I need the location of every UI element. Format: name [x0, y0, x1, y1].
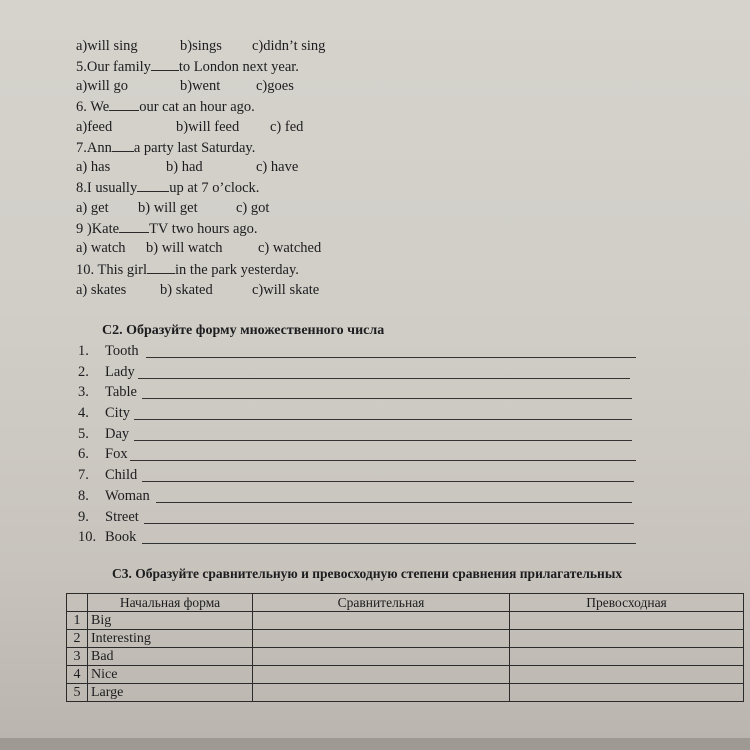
option-c: c)will skate: [252, 282, 320, 298]
row-number: 8.: [78, 488, 89, 504]
base-form-cell: Interesting: [88, 630, 253, 648]
row-number: 1.: [78, 343, 89, 359]
question-6: [76, 98, 255, 116]
plural-row-4: [78, 405, 130, 422]
answer-line: [134, 440, 632, 441]
plural-row-6: [78, 446, 128, 463]
table-row: [67, 648, 744, 666]
comparative-cell[interactable]: [253, 612, 510, 630]
question-8: [76, 179, 259, 197]
comparison-table: [66, 593, 744, 702]
comparative-cell[interactable]: [253, 648, 510, 666]
base-form-cell: Large: [88, 684, 253, 702]
answer-blank: [119, 220, 149, 233]
plural-row-2: [78, 364, 135, 381]
question-text-start: 6. We: [76, 99, 110, 115]
option-c: c) fed: [270, 119, 304, 135]
answer-line: [144, 523, 634, 524]
option-c: c) have: [256, 159, 299, 175]
option-a: a) watch: [76, 240, 126, 256]
option-b: b) had: [166, 159, 203, 175]
row-number: 2.: [78, 364, 89, 380]
option-b: b) skated: [160, 282, 213, 298]
question-text-end: our cat an hour ago.: [139, 99, 255, 115]
option-a: a)will sing: [76, 38, 138, 54]
page-bottom-shadow: [0, 738, 750, 750]
question-text-end: TV two hours ago.: [149, 221, 258, 237]
question-text-start: 7.Ann: [76, 140, 112, 156]
question-10: [76, 261, 299, 279]
option-b: b)will feed: [176, 119, 240, 135]
row-number: 1: [67, 612, 88, 630]
option-a: a) has: [76, 159, 111, 175]
table-row: [67, 666, 744, 684]
word: Woman: [105, 488, 150, 504]
plural-row-5: [78, 426, 129, 443]
word: Tooth: [105, 343, 139, 359]
base-form-cell: Nice: [88, 666, 253, 684]
option-b: b) will watch: [146, 240, 223, 256]
option-b: b)went: [180, 78, 221, 94]
option-c: c) watched: [258, 240, 322, 256]
word: City: [105, 405, 130, 421]
answer-blank: [147, 261, 175, 274]
word: Fox: [105, 446, 128, 462]
c3-heading: C3. Образуйте сравнительную и превосходную степени сравнения прилагательных: [112, 566, 623, 581]
word: Table: [105, 384, 137, 400]
answer-line: [130, 460, 636, 461]
option-b: b)sings: [180, 38, 222, 54]
question-7: [76, 139, 255, 157]
option-c: c)didn’t sing: [252, 38, 326, 54]
question-text-end: a party last Saturday.: [133, 140, 256, 156]
table-row: [67, 684, 744, 702]
word: Child: [105, 467, 138, 483]
plural-row-8: [78, 488, 150, 505]
option-a: a)feed: [76, 119, 113, 135]
option-a: a) get: [76, 200, 109, 216]
row-number: 3.: [78, 384, 89, 400]
option-a: a)will go: [76, 78, 128, 94]
question-9: [76, 220, 258, 238]
question-text-end: to London next year.: [178, 59, 299, 75]
row-number: 6.: [78, 446, 89, 462]
answer-blank: [151, 58, 179, 71]
answer-line: [138, 378, 630, 379]
row-number: 5: [67, 684, 88, 702]
superlative-cell[interactable]: [510, 630, 744, 648]
c2-heading: C2. Образуйте форму множественного числа: [102, 323, 385, 338]
question-text-start: 10. This girl: [76, 262, 148, 278]
superlative-cell[interactable]: [510, 648, 744, 666]
header-comparative: Сравнительная: [253, 594, 510, 612]
superlative-cell[interactable]: [510, 666, 744, 684]
answer-line: [146, 357, 636, 358]
question-text-end: up at 7 o’clock.: [169, 180, 260, 196]
table-header-row: [67, 594, 744, 612]
base-form-cell: Big: [88, 612, 253, 630]
plural-row-3: [78, 384, 137, 401]
answer-blank: [137, 179, 169, 192]
row-number: 4.: [78, 405, 89, 421]
comparative-cell[interactable]: [253, 684, 510, 702]
option-a: a) skates: [76, 282, 127, 298]
superlative-cell[interactable]: [510, 612, 744, 630]
word: Lady: [105, 364, 135, 380]
option-c: c) got: [236, 200, 270, 216]
answer-line: [142, 481, 634, 482]
plural-row-9: [78, 509, 139, 526]
header-number-cell: [67, 594, 88, 612]
row-number: 2: [67, 630, 88, 648]
word: Book: [105, 529, 137, 545]
question-text-start: 9 )Kate: [76, 221, 120, 237]
question-text-start: 8.I usually: [76, 180, 138, 196]
option-b: b) will get: [138, 200, 198, 216]
answer-line: [156, 502, 632, 503]
row-number: 7.: [78, 467, 89, 483]
base-form-cell: Bad: [88, 648, 253, 666]
table-row: [67, 612, 744, 630]
answer-blank: [109, 98, 139, 111]
question-5: [76, 58, 299, 76]
answer-line: [142, 398, 632, 399]
row-number: 5.: [78, 426, 89, 442]
word: Day: [105, 426, 130, 442]
question-text-start: 5.Our family: [76, 59, 151, 75]
answer-line: [142, 543, 636, 544]
comparative-cell[interactable]: [253, 630, 510, 648]
row-number: 4: [67, 666, 88, 684]
comparative-cell[interactable]: [253, 666, 510, 684]
answer-line: [134, 419, 632, 420]
table-row: [67, 630, 744, 648]
row-number: 10.: [78, 529, 97, 545]
header-base-form: Начальная форма: [88, 594, 253, 612]
row-number: 3: [67, 648, 88, 666]
answer-blank: [112, 139, 134, 152]
row-number: 9.: [78, 509, 89, 525]
plural-row-1: [78, 343, 139, 360]
question-text-end: in the park yesterday.: [175, 262, 299, 278]
header-superlative: Превосходная: [510, 594, 744, 612]
option-c: c)goes: [256, 78, 294, 94]
superlative-cell[interactable]: [510, 684, 744, 702]
word: Street: [105, 509, 139, 525]
plural-row-7: [78, 467, 137, 484]
plural-row-10: [78, 529, 136, 546]
